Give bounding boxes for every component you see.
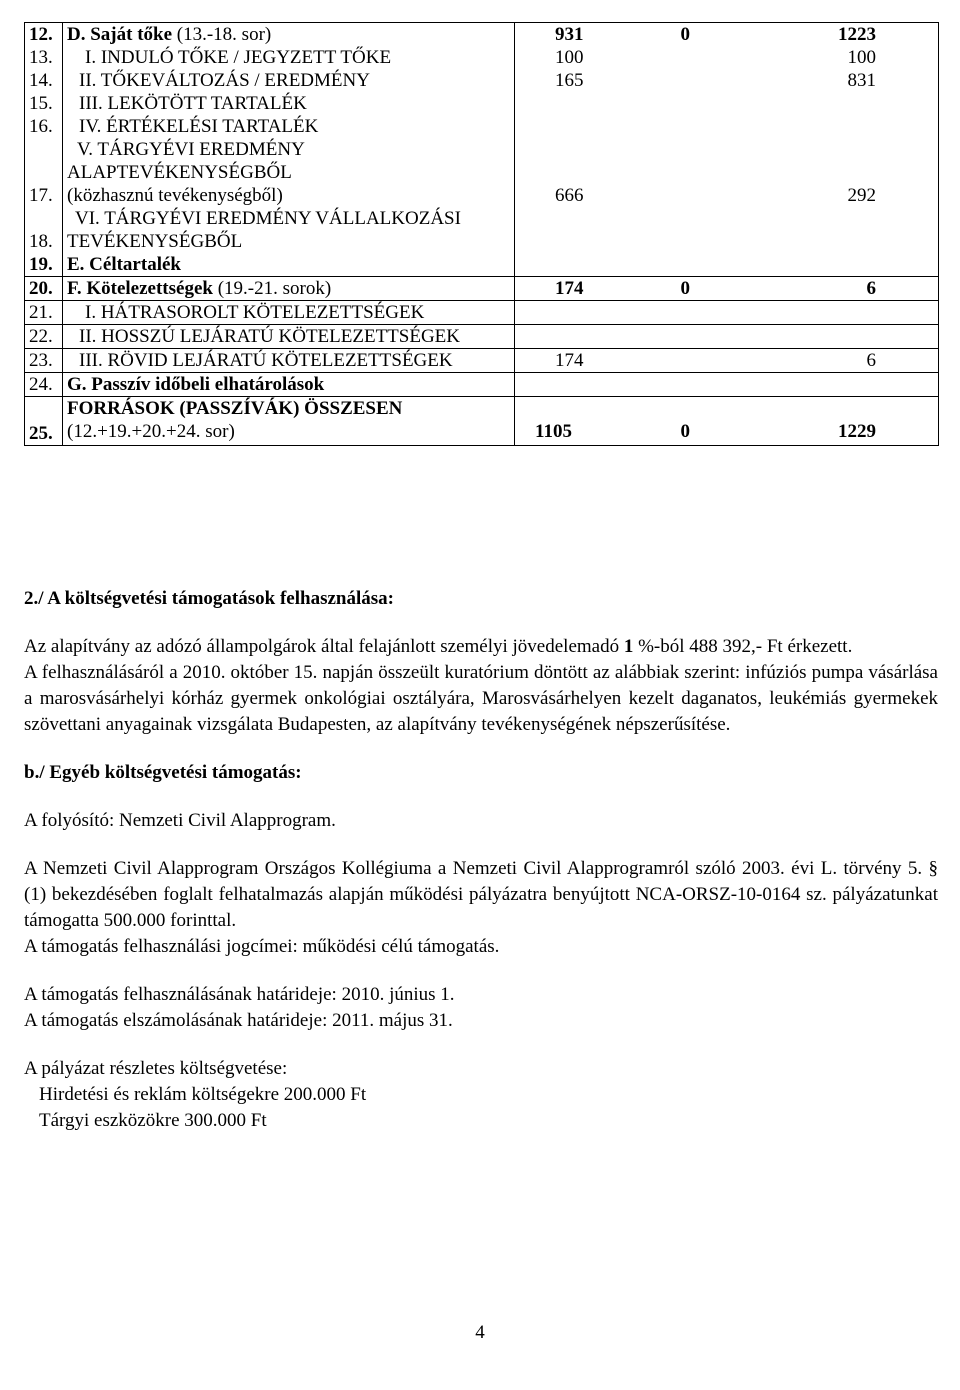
row-number: 21. bbox=[25, 301, 63, 325]
value-cell: 931 bbox=[515, 23, 673, 47]
row-label: III. LEKÖTÖTT TARTALÉK bbox=[63, 92, 515, 115]
paragraph: A támogatás felhasználási jogcímei: működési célú támogatás. bbox=[24, 936, 500, 957]
value-cell: 6 bbox=[783, 349, 939, 373]
value-cell bbox=[673, 349, 783, 373]
row-label: II. HOSSZÚ LEJÁRATÚ KÖTELEZETTSÉGEK bbox=[63, 325, 515, 349]
row-label: I. INDULÓ TŐKE / JEGYZETT TŐKE bbox=[63, 46, 515, 69]
table-row bbox=[25, 115, 939, 138]
row-number: 16. bbox=[25, 115, 63, 138]
value-cell bbox=[673, 92, 783, 115]
row-number: 25. bbox=[25, 397, 63, 446]
value-cell bbox=[515, 207, 673, 253]
paragraph: A folyósító: Nemzeti Civil Alapprogram. bbox=[24, 810, 336, 831]
paragraph: A támogatás elszámolásának határideje: 2011. május 31. bbox=[24, 1010, 453, 1031]
row-label: II. TŐKEVÁLTOZÁS / EREDMÉNY bbox=[63, 69, 515, 92]
value-cell bbox=[673, 69, 783, 92]
budget-item: Tárgyi eszközökre 300.000 Ft bbox=[39, 1110, 267, 1131]
section-heading: b./ Egyéb költségvetési támogatás: bbox=[24, 762, 302, 783]
table-row bbox=[25, 397, 939, 446]
value-cell bbox=[783, 253, 939, 277]
table-row bbox=[25, 253, 939, 277]
value-cell bbox=[673, 253, 783, 277]
value-cell bbox=[783, 115, 939, 138]
row-label: FORRÁSOK (PASSZÍVÁK) ÖSSZESEN (12.+19.+20.+24. sor) bbox=[63, 397, 515, 446]
value-cell bbox=[673, 325, 783, 349]
value-cell bbox=[515, 301, 673, 325]
row-label: F. Kötelezettségek (19.-21. sorok) bbox=[63, 277, 515, 301]
value-cell: 666 bbox=[555, 185, 584, 206]
value-cell bbox=[783, 373, 939, 397]
value-cell: 100 bbox=[555, 47, 584, 68]
paragraph: Az alapítvány az adózó állampolgárok által felajánlott személyi jövedelemadó 1 %-ból 488 392,- Ft érkezett. bbox=[24, 636, 853, 657]
row-number: 15. bbox=[25, 92, 63, 115]
value-cell: 1223 bbox=[783, 23, 939, 47]
table-row bbox=[25, 69, 939, 92]
row-label: G. Passzív időbeli elhatárolások bbox=[63, 373, 515, 397]
paragraph: A felhasználásáról a 2010. október 15. napján összeült kuratórium döntött az alábbiak szerint: infúziós pumpa vásárlása a marosvásárhelyi kórház gyermek onkológiai osztályára, Marosvásárhelyen kezelt daganatos, leukémiás gyermekek szövettani anyagainak vizsgálata Budapesten, az alapítvány tevékenységének népszerűsítése. bbox=[24, 662, 938, 735]
page-number: 4 bbox=[475, 1322, 485, 1343]
row-number: 23. bbox=[25, 349, 63, 373]
value-cell bbox=[673, 301, 783, 325]
value-cell: 174 bbox=[515, 349, 673, 373]
row-number: 20. bbox=[25, 277, 63, 301]
table-row bbox=[25, 92, 939, 115]
row-label: III. RÖVID LEJÁRATÚ KÖTELEZETTSÉGEK bbox=[63, 349, 515, 373]
value-cell: 100 bbox=[783, 46, 939, 69]
document-body bbox=[24, 586, 938, 1134]
value-cell: 1229 bbox=[783, 397, 939, 446]
value-cell bbox=[673, 46, 783, 69]
row-number: 13. bbox=[25, 46, 63, 69]
value-cell: 174 bbox=[515, 277, 673, 301]
table-row bbox=[25, 373, 939, 397]
balance-table bbox=[24, 22, 939, 446]
value-cell bbox=[515, 115, 673, 138]
value-cell bbox=[515, 373, 673, 397]
value-cell: 292 bbox=[783, 138, 939, 207]
row-label: D. Saját tőke (13.-18. sor) bbox=[63, 23, 515, 47]
value-cell: 0 bbox=[673, 277, 783, 301]
table-row bbox=[25, 23, 939, 47]
row-label: E. Céltartalék bbox=[63, 253, 515, 277]
row-number: 18. bbox=[25, 207, 63, 253]
row-number: 22. bbox=[25, 325, 63, 349]
value-cell bbox=[673, 115, 783, 138]
value-cell: 1105 bbox=[515, 397, 673, 446]
value-cell bbox=[783, 207, 939, 253]
row-label: V. TÁRGYÉVI EREDMÉNY ALAPTEVÉKENYSÉGBŐL (közhasznú tevékenységből) bbox=[63, 138, 515, 207]
value-cell bbox=[783, 325, 939, 349]
table-row bbox=[25, 138, 939, 207]
value-cell: 0 bbox=[673, 397, 783, 446]
value-cell bbox=[515, 253, 673, 277]
row-number: 12. bbox=[25, 23, 63, 47]
table-row bbox=[25, 46, 939, 69]
budget-title: A pályázat részletes költségvetése: bbox=[24, 1058, 288, 1079]
row-label: I. HÁTRASOROLT KÖTELEZETTSÉGEK bbox=[63, 301, 515, 325]
value-cell bbox=[783, 92, 939, 115]
value-cell bbox=[515, 92, 673, 115]
table-row bbox=[25, 207, 939, 253]
value-cell bbox=[673, 138, 783, 207]
value-cell bbox=[673, 373, 783, 397]
section-heading: 2./ A költségvetési támogatások felhasználása: bbox=[24, 588, 394, 609]
paragraph: A Nemzeti Civil Alapprogram Országos Kollégiuma a Nemzeti Civil Alapprogramról szóló 2003. évi L. törvény 5. § (1) bekezdésében foglalt felhatalmazás alapján működési pályázatra benyújtott NCA-ORSZ-10-0164 sz. pályázatunkat támogatta 500.000 forinttal. bbox=[24, 858, 938, 931]
row-number: 24. bbox=[25, 373, 63, 397]
table-row bbox=[25, 277, 939, 301]
table-row bbox=[25, 349, 939, 373]
value-cell bbox=[515, 325, 673, 349]
row-number: 19. bbox=[25, 253, 63, 277]
row-number: 14. bbox=[25, 69, 63, 92]
value-cell: 6 bbox=[783, 277, 939, 301]
row-label: IV. ÉRTÉKELÉSI TARTALÉK bbox=[63, 115, 515, 138]
row-number: 17. bbox=[25, 138, 63, 207]
value-cell bbox=[783, 301, 939, 325]
budget-item: Hirdetési és reklám költségekre 200.000 Ft bbox=[39, 1084, 367, 1105]
value-cell: 831 bbox=[783, 69, 939, 92]
value-cell bbox=[673, 207, 783, 253]
table-row bbox=[25, 325, 939, 349]
table-row bbox=[25, 301, 939, 325]
value-cell: 165 bbox=[555, 70, 584, 91]
paragraph: A támogatás felhasználásának határideje: 2010. június 1. bbox=[24, 984, 455, 1005]
row-label: VI. TÁRGYÉVI EREDMÉNY VÁLLALKOZÁSI TEVÉKENYSÉGBŐL bbox=[63, 207, 515, 253]
value-cell: 0 bbox=[673, 23, 783, 47]
